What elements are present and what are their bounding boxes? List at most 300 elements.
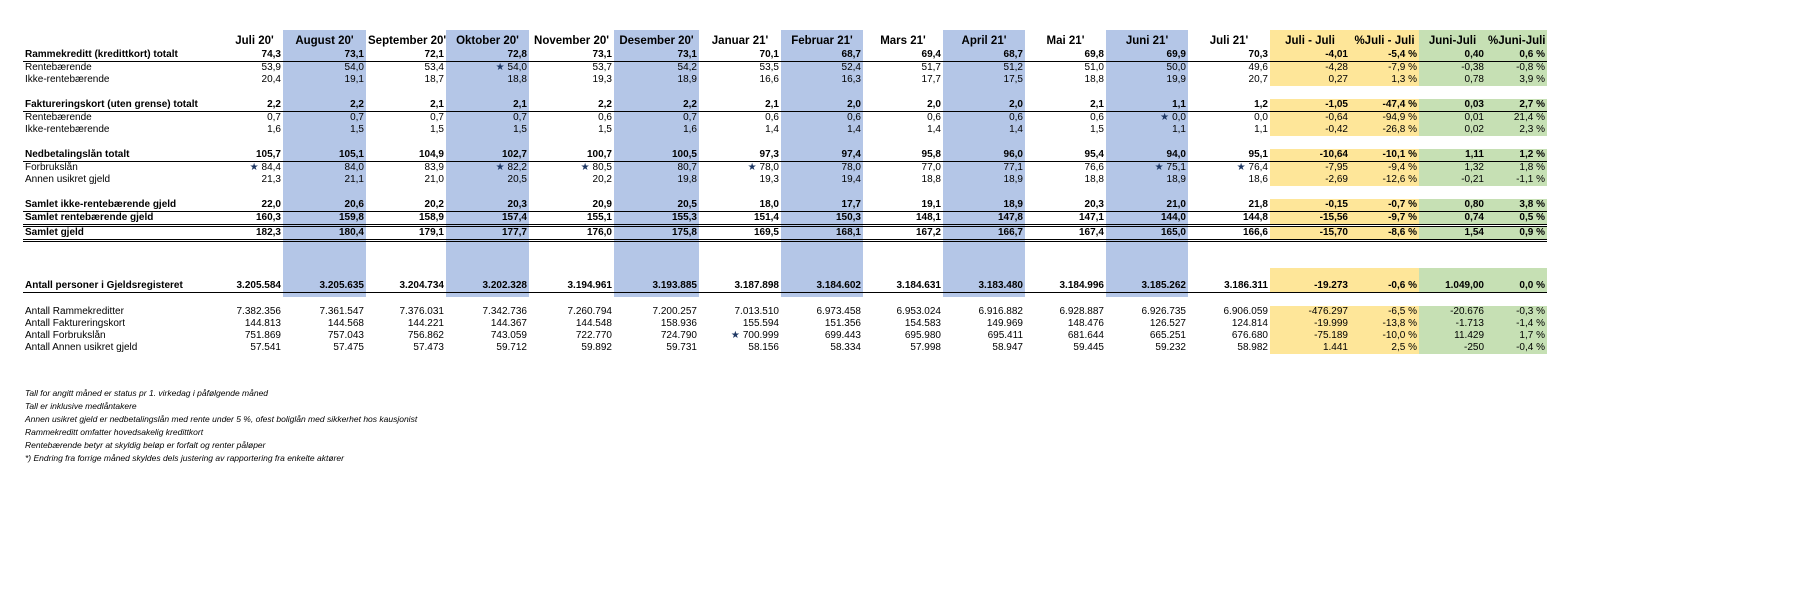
cell-value [1270,112,1350,125]
footnote: Tall for angitt måned er status pr 1. virkedag i påfølgende måned [25,388,269,398]
cell-text: -75.189 [1314,330,1348,341]
row-label: Ikke-rentebærende [25,124,110,135]
cell-text: 20,5 [507,174,527,185]
cell-value [366,112,446,125]
cell-value [529,74,614,86]
cell-text: 2,3 % [1519,124,1545,135]
cell-text: -0,8 % [1516,62,1545,73]
row-label: Samlet ikke-rentebærende gjeld [23,199,226,212]
cell-text: 76,4 [1248,162,1268,173]
cell-value [283,62,366,75]
cell-value [1025,318,1106,330]
cell-text: 0,7 [430,112,444,123]
cell-value [226,49,283,62]
cell-text: 6.916.882 [978,306,1023,317]
cell-value [1270,174,1350,186]
cell-value [699,112,781,125]
cell-text: 0,0 [1172,112,1186,123]
cell-text: 724.790 [660,330,697,341]
cell-value [529,174,614,186]
cell-value [1419,318,1486,330]
cell-text: 18,6 [1248,174,1268,185]
cell-value [1025,124,1106,136]
cell-value [226,318,283,330]
cell-text: 18,9 [1003,174,1023,185]
cell-text: -13,8 % [1382,318,1417,329]
cell-text: 18,9 [1003,199,1023,210]
cell-text: 1,11 [1465,149,1484,160]
cell-value [529,318,614,330]
cell-value [1419,112,1486,125]
cell-value [943,306,1025,318]
cell-text: 0,6 [927,112,941,123]
cell-value [226,268,283,293]
cell-value [781,62,863,75]
cell-value [699,174,781,186]
cell-value [1486,149,1547,162]
cell-value [863,199,943,212]
cell-text: 3.193.885 [652,280,697,291]
cell-text: 155.594 [742,318,779,329]
cell-text: 2,2 [267,99,281,110]
cell-value [283,174,366,186]
cell-value [614,226,699,241]
cell-text: 3.205.635 [319,280,364,291]
cell-text: 0,78 [1464,74,1484,85]
cell-value [1419,306,1486,318]
cell-value [614,268,699,293]
cell-text: 2,2 [350,99,364,110]
row-label: Samlet gjeld [23,226,226,241]
cell-text: 104,9 [418,149,444,160]
col-header: Mai 21' [1046,34,1085,47]
cell-text: 0,7 [513,112,527,123]
cell-text: 57.998 [910,342,941,353]
cell-value [1350,330,1419,342]
star-icon: ★ [747,162,757,173]
cell-text: 1,54 [1464,227,1484,238]
cell-text: 0,27 [1328,74,1348,85]
table-row [23,112,1547,125]
cell-value [863,318,943,330]
cell-text: 0,7 [267,112,281,123]
cell-value [1106,306,1188,318]
cell-text: 59.731 [666,342,697,353]
cell-text: 6.953.024 [896,306,941,317]
cell-value [1188,74,1270,86]
cell-value [699,226,781,241]
cell-value [283,124,366,136]
cell-text: 1,4 [847,124,861,135]
cell-text: 21,3 [261,174,281,185]
cell-text: -12,6 % [1382,174,1417,185]
cell-value [863,212,943,226]
cell-text: 52,4 [841,62,861,73]
cell-text: 50,0 [1166,62,1186,73]
cell-value [699,74,781,86]
cell-value [614,62,699,75]
cell-text: 19,8 [677,174,697,185]
cell-value [446,112,529,125]
cell-value [614,124,699,136]
cell-value [1419,330,1486,342]
cell-text: 2,0 [1009,99,1023,110]
cell-text: 147,1 [1078,212,1104,223]
cell-value [226,112,283,125]
cell-text: 665.251 [1149,330,1186,341]
cell-value [446,149,529,162]
cell-text: 21,1 [344,174,364,185]
cell-text: 3.183.480 [978,280,1023,291]
cell-value [1419,49,1486,62]
cell-value [529,330,614,342]
cell-value [1486,162,1547,175]
cell-text: 0,0 % [1519,280,1545,291]
cell-text: 18,7 [424,74,444,85]
cell-text: -1,05 [1325,99,1348,110]
cell-text: -9,7 % [1388,212,1417,223]
cell-text: 1,1 [1172,99,1186,110]
col-header: Juni 21' [1125,34,1169,47]
cell-text: 70,3 [1248,49,1268,60]
cell-value [226,174,283,186]
cell-value [863,149,943,162]
cell-value [1188,112,1270,125]
cell-text: 1,5 [598,124,612,135]
cell-value [781,268,863,293]
cell-text: 0,0 [1254,112,1268,123]
cell-value [1106,226,1188,241]
table-row [23,149,1547,162]
cell-text: 95,1 [1248,149,1268,160]
cell-value [614,162,699,175]
cell-text: 73,1 [592,49,612,60]
col-header: Mars 21' [880,34,926,47]
cell-value [529,268,614,293]
cell-text: 18,8 [1084,174,1104,185]
cell-text: 1.441 [1322,342,1348,353]
cell-text: 124.814 [1231,318,1268,329]
cell-value [1188,149,1270,162]
cell-value [781,342,863,354]
cell-value [614,149,699,162]
cell-text: 54,0 [344,62,364,73]
cell-value [446,162,529,175]
col-header: September 20' [368,34,446,47]
cell-text: 95,4 [1084,149,1104,160]
row-label: Rentebærende [25,62,92,73]
cell-value [943,124,1025,136]
cell-text: 0,02 [1464,124,1484,135]
spacer-row [23,255,1547,268]
cell-text: 18,0 [759,199,779,210]
table-row [23,74,1547,86]
cell-text: 57.473 [413,342,444,353]
col-header: Januar 21' [711,34,769,47]
cell-value [1025,212,1106,226]
cell-text: 0,6 % [1519,49,1545,60]
cell-text: 7.361.547 [319,306,364,317]
cell-value [366,306,446,318]
table-row [23,318,1547,330]
col-header: Juli 21' [1209,34,1249,47]
cell-value [446,174,529,186]
cell-value [699,199,781,212]
cell-text: 58.156 [748,342,779,353]
row-label: Antall Faktureringskort [25,318,126,329]
cell-value [1270,199,1350,212]
cell-text: 68,7 [841,49,861,60]
cell-text: 695.980 [904,330,941,341]
cell-value [1188,199,1270,212]
cell-text: 3,9 % [1519,74,1545,85]
cell-text: 700.999 [742,330,779,341]
star-icon: ★ [495,162,505,173]
cell-text: 102,7 [501,149,527,160]
cell-value [1350,112,1419,125]
cell-text: 1,8 % [1519,162,1545,173]
cell-text: 77,1 [1003,162,1023,173]
cell-text: 1,6 [267,124,281,135]
cell-text: 757.043 [327,330,364,341]
cell-text: 1,4 [927,124,941,135]
cell-value [863,124,943,136]
cell-value [781,226,863,241]
cell-value [1106,268,1188,293]
cell-value [781,306,863,318]
col-header: %Juli - Juli [1350,30,1419,49]
cell-value [614,342,699,354]
cell-value [614,74,699,86]
cell-value [1106,318,1188,330]
cell-text: 751.869 [244,330,281,341]
cell-text: 75,1 [1166,162,1186,173]
row-label: Ikke-rentebærende [25,74,110,85]
cell-value [781,49,863,62]
cell-value [781,212,863,226]
cell-text: 7.260.794 [567,306,612,317]
cell-text: 73,1 [344,49,364,60]
cell-text: -250 [1463,342,1484,353]
cell-text: 147,8 [997,212,1023,223]
cell-text: 80,5 [592,162,612,173]
cell-text: 3.184.996 [1059,280,1104,291]
cell-value [1188,99,1270,112]
cell-text: 3.184.631 [896,280,941,291]
row-label: Antall Annen usikret gjeld [25,342,138,353]
cell-text: 17,7 [841,199,861,210]
cell-text: 72,8 [507,49,527,60]
cell-text: -15,70 [1319,227,1348,238]
cell-text: 2,1 [513,99,527,110]
cell-text: 100,5 [671,149,697,160]
cell-text: 1,7 % [1519,330,1545,341]
cell-value [1486,99,1547,112]
cell-value [943,162,1025,175]
footnote: Tall er inklusive medlåntakere [25,401,137,411]
cell-value [1350,212,1419,226]
cell-value [1188,62,1270,75]
cell-value [529,342,614,354]
cell-value [1025,74,1106,86]
cell-text: 169,5 [753,227,779,238]
cell-text: 0,6 [847,112,861,123]
cell-text: 167,2 [915,227,941,238]
cell-text: 695.411 [987,330,1023,341]
cell-value [366,74,446,86]
cell-value [863,306,943,318]
cell-text: 0,5 % [1519,212,1545,223]
cell-text: 78,0 [841,162,861,173]
cell-value [781,99,863,112]
cell-text: 7.342.736 [482,306,527,317]
cell-text: 20,2 [592,174,612,185]
cell-value [1025,99,1106,112]
cell-text: 148,1 [915,212,941,223]
footnotes [25,387,417,465]
cell-text: 16,3 [841,74,861,85]
cell-value [1270,124,1350,136]
cell-value [529,226,614,241]
cell-value [446,226,529,241]
cell-text: 20,4 [261,74,281,85]
cell-value [1188,49,1270,62]
cell-text: 1,4 [765,124,779,135]
cell-text: 59.892 [581,342,612,353]
cell-value [1486,124,1547,136]
cell-value [781,174,863,186]
cell-value [1025,199,1106,212]
cell-value [943,212,1025,226]
cell-text: 166,7 [997,227,1023,238]
cell-text: 182,3 [255,227,281,238]
cell-text: 18,9 [1166,174,1186,185]
cell-value [1106,212,1188,226]
cell-text: 7.382.356 [236,306,281,317]
cell-text: 20,7 [1248,74,1268,85]
cell-text: 21,0 [424,174,444,185]
cell-value [283,330,366,342]
cell-text: 19,3 [759,174,779,185]
cell-value [1270,226,1350,241]
cell-value [1419,199,1486,212]
spacer-cell [23,86,1547,99]
cell-value [1486,112,1547,125]
cell-text: 19,1 [344,74,364,85]
cell-text: 7.013.510 [734,306,779,317]
cell-text: 0,6 [1090,112,1104,123]
cell-value [1025,49,1106,62]
cell-value [283,318,366,330]
cell-value [614,212,699,226]
cell-text: -0,6 % [1388,280,1417,291]
col-header: Oktober 20' [456,34,519,47]
cell-text: 155,1 [586,212,612,223]
cell-value [226,74,283,86]
cell-value [1350,199,1419,212]
cell-value [943,330,1025,342]
cell-text: -1,4 % [1516,318,1545,329]
cell-value [1419,99,1486,112]
table-row [23,306,1547,318]
cell-text: 7.200.257 [652,306,697,317]
cell-text: 53,7 [592,62,612,73]
cell-text: -1.713 [1455,318,1484,329]
cell-value [366,330,446,342]
cell-value [366,162,446,175]
footnote: Annen usikret gjeld er nedbetalingslån med rente under 5 %, ofest boliglån med sikkerhet hos kausjonist [25,414,418,424]
cell-value [614,318,699,330]
cell-value [1350,174,1419,186]
cell-value [283,342,366,354]
footnote: *) Endring fra forrige måned skyldes dels justering av rapportering fra enkelte aktører [25,453,344,463]
cell-value [781,74,863,86]
cell-value [1350,318,1419,330]
cell-value [446,212,529,226]
cell-value [1350,124,1419,136]
cell-text: 68,7 [1003,49,1023,60]
cell-value [1270,212,1350,226]
cell-value [1188,342,1270,354]
cell-text: -0,7 % [1388,199,1417,210]
table-row [23,124,1547,136]
row-label: Samlet rentebærende gjeld [23,212,226,226]
spacer-cell [23,136,1547,149]
cell-value [1025,112,1106,125]
col-header: August 20' [295,34,354,47]
cell-text: 78,0 [759,162,779,173]
table-row [23,174,1547,186]
cell-value [1486,330,1547,342]
cell-value [614,306,699,318]
cell-text: 168,1 [835,227,861,238]
cell-value [366,124,446,136]
cell-text: 722.770 [575,330,612,341]
cell-value [614,49,699,62]
cell-text: 21,4 % [1513,112,1545,123]
cell-value [366,342,446,354]
cell-text: 59.445 [1073,342,1104,353]
cell-value [699,62,781,75]
cell-text: -0,3 % [1516,306,1545,317]
cell-value [1419,268,1486,293]
cell-value [283,306,366,318]
cell-text: 3.202.328 [482,280,527,291]
cell-text: 175,8 [671,227,697,238]
cell-text: 1,1 [1172,124,1186,135]
cell-value [863,226,943,241]
cell-text: -0,21 [1461,174,1484,185]
cell-value [446,124,529,136]
cell-value [1350,149,1419,162]
spacer-cell [23,255,1547,268]
cell-value [863,74,943,86]
cell-text: -8,6 % [1388,227,1417,238]
cell-text: 70,1 [759,49,779,60]
star-icon: ★ [730,330,740,341]
table-row [23,268,1547,293]
cell-value [781,318,863,330]
cell-text: -0,4 % [1516,342,1545,353]
cell-value [943,226,1025,241]
cell-value [226,342,283,354]
cell-value [1419,342,1486,354]
spacer-cell [23,186,1547,199]
cell-value [283,74,366,86]
cell-text: -19.273 [1314,280,1348,291]
cell-text: 53,9 [261,62,281,73]
cell-value [446,62,529,75]
